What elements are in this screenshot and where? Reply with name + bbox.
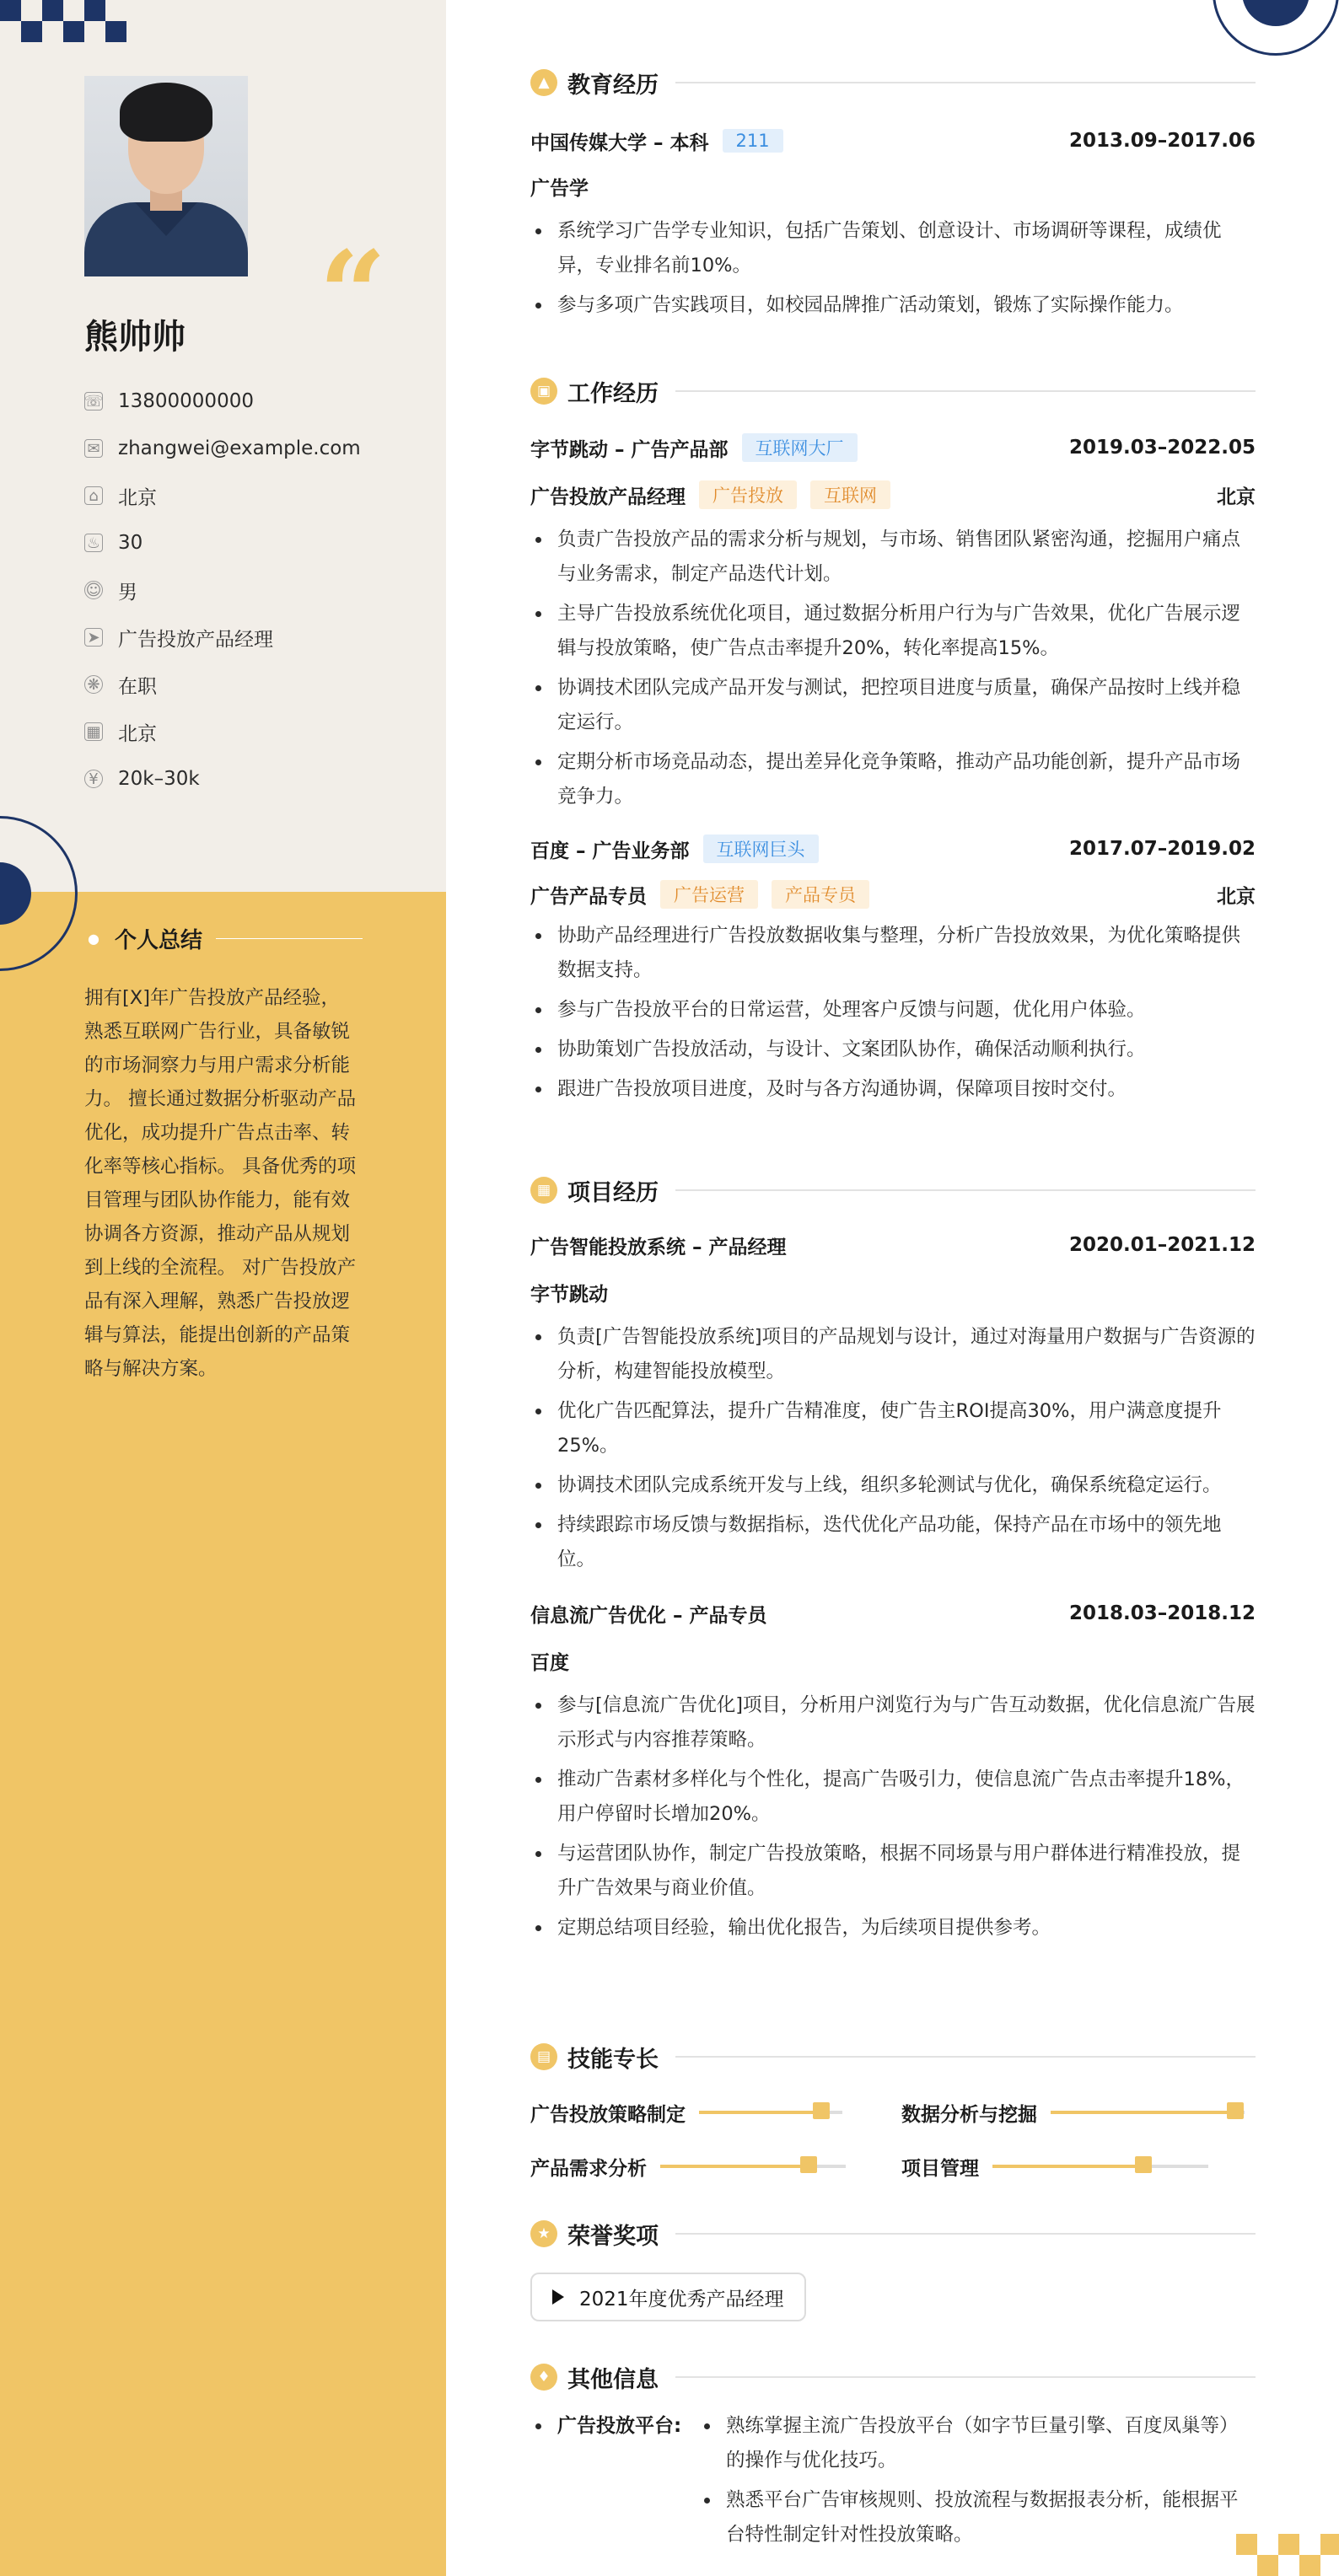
- other-item: [530, 2409, 1256, 2557]
- list-item: 优化广告匹配算法，提升广告精准度，使广告主ROI提高30%，用户满意度提升25%。: [530, 1394, 1256, 1463]
- work-title: 工作经历: [567, 380, 659, 407]
- company-name: 字节跳动 – 广告产品部: [530, 438, 729, 461]
- project-bullets: [530, 1688, 1256, 1945]
- project-header-row: [530, 1596, 1256, 1631]
- role-tag: 产品专员: [772, 880, 869, 909]
- contact-phone: ☏ 13800000000: [83, 390, 254, 412]
- company-name: 百度 – 广告业务部: [530, 840, 690, 862]
- skills-title: 技能专长: [567, 2046, 659, 2073]
- project-name: 信息流广告优化 – 产品专员: [530, 1604, 767, 1627]
- mail-icon: ✉: [84, 439, 103, 458]
- section-divider: [675, 1189, 1256, 1191]
- job-date: 2019.03–2022.05: [1068, 437, 1256, 459]
- decorative-circle-top-right: [1213, 0, 1339, 56]
- list-item: 负责[广告智能投放系统]项目的产品规划与设计，通过对海量用户数据与广告资源的分析，构建智能投放模型。: [530, 1320, 1256, 1389]
- skill-bar: [699, 2111, 842, 2114]
- work-section: [530, 374, 1256, 1112]
- profile-name: 熊帅帅: [84, 318, 186, 357]
- status-icon: ❋: [84, 675, 103, 694]
- section-divider: [675, 2056, 1256, 2058]
- contact-target-position: ➤ 广告投放产品经理: [84, 614, 361, 661]
- role-tag: 广告运营: [660, 880, 758, 909]
- skill-bar: [1051, 2111, 1245, 2114]
- education-title: 教育经历: [567, 72, 659, 99]
- role-tag: 互联网: [810, 480, 890, 509]
- person-icon: ●: [88, 931, 99, 947]
- project-org: 字节跳动: [530, 1283, 608, 1306]
- school-tag: 211: [723, 129, 783, 153]
- skill-bar: [992, 2165, 1208, 2168]
- skill-item: [530, 2094, 901, 2131]
- section-divider: [675, 82, 1256, 83]
- list-item: 跟进广告投放项目进度，及时与各方沟通协调，保障项目按时交付。: [530, 1072, 1256, 1107]
- skills-grid: [530, 2094, 1256, 2185]
- list-item: 熟练掌握主流广告投放平台（如字节巨量引擎、百度凤巢等）的操作与优化技巧。: [699, 2409, 1256, 2478]
- skill-name: 数据分析与挖掘: [901, 2103, 1037, 2126]
- other-header: [530, 2360, 1256, 2394]
- skills-section: [530, 2040, 1256, 2185]
- job-header-row: [530, 430, 1256, 465]
- project-org-row: [530, 1275, 1256, 1310]
- skill-item: [530, 2148, 901, 2185]
- building-icon: ▦: [84, 722, 103, 741]
- job-role-row: [530, 877, 1256, 912]
- phone-icon: ☏: [83, 392, 104, 411]
- project-bullets: [530, 1320, 1256, 1577]
- list-item: 参与多项广告实践项目，如校园品牌推广活动策划，锻炼了实际操作能力。: [530, 288, 1256, 323]
- contact-salary: ¥ 20k–30k: [84, 755, 361, 802]
- job-role-row: [530, 477, 1256, 513]
- list-item: 协调技术团队完成产品开发与测试，把控项目进度与质量，确保产品按时上线并稳定运行。: [530, 671, 1256, 740]
- projects-header: [530, 1173, 1256, 1207]
- skills-header: [530, 2040, 1256, 2074]
- list-item: 协助策划广告投放活动，与设计、文案团队协作，确保活动顺利执行。: [530, 1033, 1256, 1067]
- contact-location: ⌂ 北京: [84, 472, 361, 519]
- list-item: 负责广告投放产品的需求分析与规划，与市场、销售团队紧密沟通，挖掘用户痛点与业务需求，制定产品迭代计划。: [530, 523, 1256, 592]
- list-item: 参与广告投放平台的日常运营，处理客户反馈与问题，优化用户体验。: [530, 993, 1256, 1028]
- job-role: 广告产品专员: [530, 885, 647, 908]
- list-item: 参与[信息流广告优化]项目，分析用户浏览行为与广告互动数据，优化信息流广告展示形式与内容推荐策略。: [530, 1688, 1256, 1758]
- briefcase-icon: ▣: [530, 378, 557, 405]
- quote-mark-icon: “: [319, 226, 387, 364]
- skill-name: 项目管理: [901, 2157, 979, 2180]
- job-bullets: [530, 523, 1256, 814]
- section-divider: [675, 2233, 1256, 2235]
- other-item-bullets: [699, 2409, 1256, 2557]
- other-item-label: 广告投放平台:: [530, 2409, 699, 2557]
- education-header: [530, 66, 1256, 99]
- skill-bar: [660, 2165, 846, 2168]
- skill-bar-knob: [1135, 2156, 1152, 2173]
- list-item: 推动广告素材多样化与个性化，提高广告吸引力，使信息流广告点击率提升18%，用户停留时长增加20%。: [530, 1763, 1256, 1832]
- awards-title: 荣誉奖项: [567, 2223, 659, 2250]
- list-item: 协调技术团队完成系统开发与上线，组织多轮测试与优化，确保系统稳定运行。: [530, 1468, 1256, 1503]
- project-header-row: [530, 1227, 1256, 1263]
- avatar: [84, 76, 248, 276]
- skill-bar-fill: [992, 2165, 1143, 2168]
- project-org: 百度: [530, 1651, 569, 1674]
- job-role: 广告投放产品经理: [530, 486, 686, 508]
- summary-text: 拥有[X]年广告投放产品经验，熟悉互联网广告行业，具备敏锐的市场洞察力与用户需求分析能力。 擅长通过数据分析驱动产品优化，成功提升广告点击率、转化率等核心指标。 具备优秀的项目管理与团队协作能力，能有效协调各方资源，推动产品从规划到上线的全流程。 对广告投放产品有深入理解，熟悉广告投放逻辑与算法，能提出创新的产品策略与解决方案。: [84, 987, 357, 1380]
- section-divider: [675, 390, 1256, 392]
- list-item: 主导广告投放系统优化项目，通过数据分析用户行为与广告效果，优化广告展示逻辑与投放策略，使广告点击率提升20%，转化率提高15%。: [530, 597, 1256, 666]
- info-icon: ♦: [530, 2364, 557, 2391]
- company-tag: 互联网大厂: [742, 433, 858, 462]
- education-date: 2013.09–2017.06: [1068, 130, 1256, 152]
- project-date: 2018.03–2018.12: [1068, 1602, 1256, 1624]
- contact-email[interactable]: ✉ zhangwei@example.com: [84, 425, 361, 472]
- list-item: 系统学习广告学专业知识，包括广告策划、创意设计、市场调研等课程，成绩优异，专业排名前10%。: [530, 214, 1256, 283]
- skill-bar-fill: [699, 2111, 821, 2114]
- project-name: 广告智能投放系统 – 产品经理: [530, 1236, 787, 1258]
- awards-section: [530, 2217, 1256, 2321]
- home-icon: ⌂: [84, 486, 103, 505]
- school-name: 中国传媒大学 – 本科: [530, 131, 709, 154]
- contact-gender: ☺ 男: [85, 581, 137, 604]
- list-item: 定期总结项目经验，输出优化报告，为后续项目提供参考。: [530, 1911, 1256, 1945]
- awards-header: [530, 2217, 1256, 2251]
- skill-bar-fill: [1051, 2111, 1235, 2114]
- skill-bar-fill: [660, 2165, 809, 2168]
- role-tag: 广告投放: [699, 480, 797, 509]
- skill-item: [901, 2094, 1256, 2131]
- job-city: 北京: [1217, 885, 1256, 908]
- summary-header: [84, 923, 363, 954]
- projects-title: 项目经历: [567, 1179, 659, 1206]
- project-org-row: [530, 1643, 1256, 1678]
- project-date: 2020.01–2021.12: [1068, 1234, 1256, 1256]
- medal-icon: ★: [530, 2220, 557, 2247]
- company-tag: 互联网巨头: [703, 835, 819, 863]
- contact-target-city: ▦ 北京: [84, 708, 361, 755]
- education-row: [530, 123, 1256, 158]
- summary-divider: [216, 938, 363, 940]
- job-city: 北京: [1217, 486, 1256, 508]
- education-section: [530, 66, 1256, 328]
- contact-status: ❋ 在职: [84, 661, 361, 708]
- skill-bar-knob: [800, 2156, 817, 2173]
- job-bullets: [530, 919, 1256, 1107]
- education-bullets: [530, 214, 1256, 323]
- list-item: 熟悉平台广告审核规则、投放流程与数据报表分析，能根据平台特性制定针对性投放策略。: [699, 2483, 1256, 2552]
- list-item: 定期分析市场竞品动态，提出差异化竞争策略，推动产品功能创新，提升产品市场竞争力。: [530, 745, 1256, 814]
- list-item: 持续跟踪市场反馈与数据指标，迭代优化产品功能，保持产品在市场中的领先地位。: [530, 1508, 1256, 1577]
- skill-bar-knob: [813, 2102, 830, 2119]
- other-title: 其他信息: [567, 2366, 659, 2393]
- projects-section: [530, 1173, 1256, 1951]
- gender-icon: ☺: [85, 581, 102, 599]
- salary-icon: ¥: [84, 770, 103, 788]
- sidebar: [0, 0, 446, 2576]
- other-section: [530, 2360, 1256, 2557]
- contact-age: ♨ 30: [84, 519, 361, 566]
- skill-bar-knob: [1227, 2102, 1244, 2119]
- section-divider: [675, 2376, 1256, 2378]
- chart-icon: ▤: [530, 2043, 557, 2070]
- award-label: 2021年度优秀产品经理: [579, 2288, 784, 2310]
- contact-list: [84, 378, 361, 802]
- list-item: 协助产品经理进行广告投放数据收集与整理，分析广告投放效果，为优化策略提供数据支持。: [530, 919, 1256, 988]
- job-header-row: [530, 831, 1256, 867]
- skill-item: [901, 2148, 1256, 2185]
- job-date: 2017.07–2019.02: [1068, 838, 1256, 860]
- graduation-cap-icon: ▲: [530, 69, 557, 96]
- award-badge: [530, 2273, 806, 2321]
- send-icon: ➤: [84, 628, 103, 647]
- play-icon: [552, 2289, 564, 2305]
- major-row: [530, 169, 1256, 204]
- skill-name: 广告投放策略制定: [530, 2103, 686, 2126]
- summary-title: 个人总结: [115, 928, 203, 953]
- cake-icon: ♨: [84, 534, 103, 552]
- work-header: [530, 374, 1256, 408]
- skill-name: 产品需求分析: [530, 2157, 647, 2180]
- list-item: 与运营团队协作，制定广告投放策略，根据不同场景与用户群体进行精准投放，提升广告效果与商业价值。: [530, 1837, 1256, 1906]
- grid-icon: ▦: [530, 1177, 557, 1204]
- major: 广告学: [530, 177, 589, 200]
